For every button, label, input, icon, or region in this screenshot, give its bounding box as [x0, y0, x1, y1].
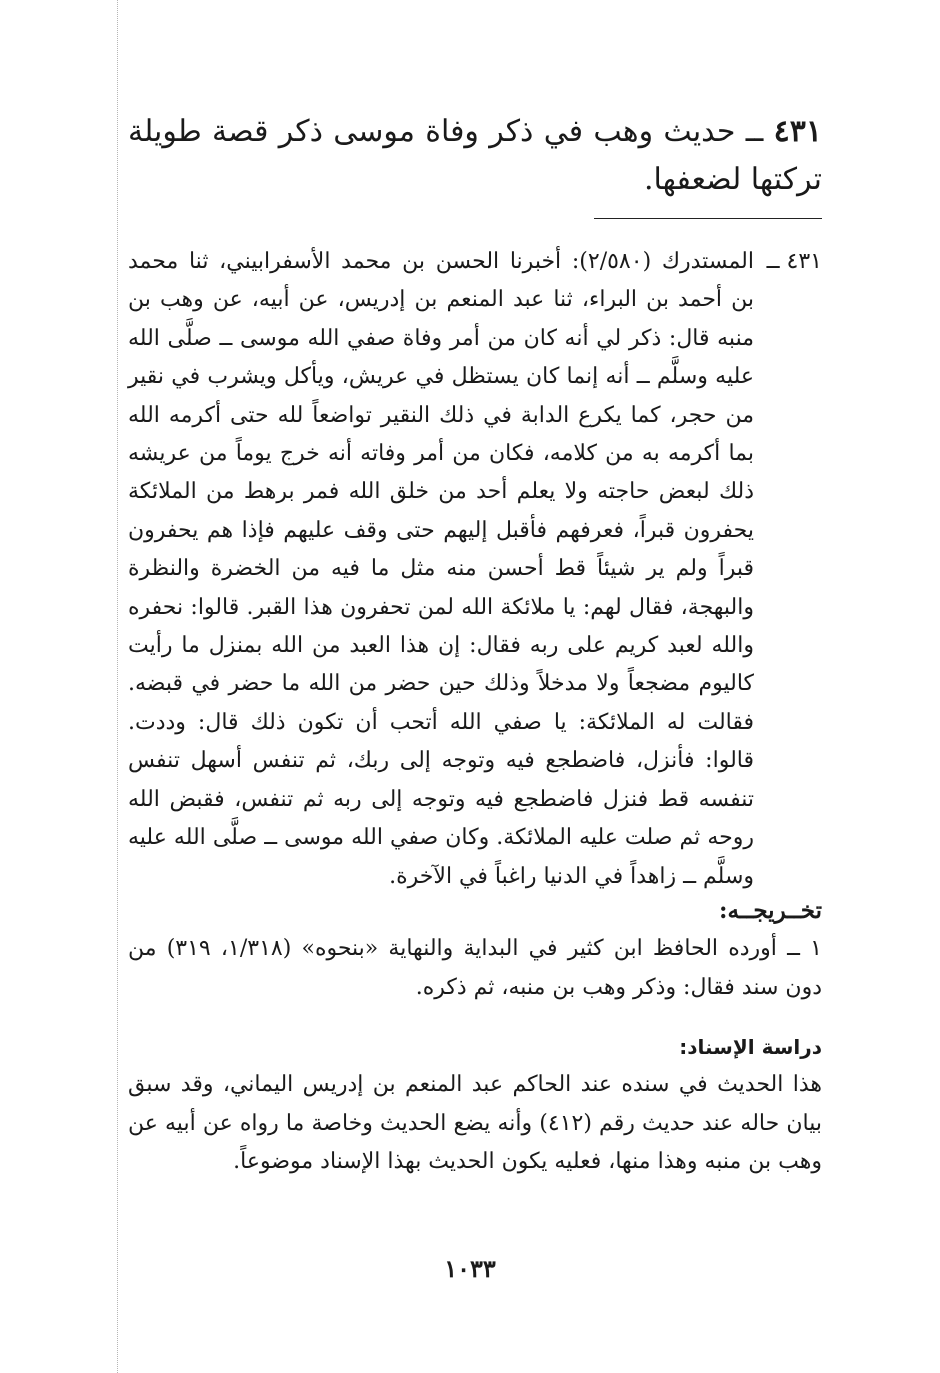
page-number: ١٠٣٣: [444, 1254, 496, 1283]
hadith-number: ٤٣١: [773, 114, 822, 149]
footnote-number: ٤٣١ ــ: [766, 249, 822, 274]
isnad-study-title: دراسة الإسناد:: [679, 1035, 822, 1059]
isnad-study-text: هذا الحديث في سنده عند الحاكم عبد المنعم بن إدريس اليماني، وقد سبق بيان حاله عند حديث رقم (٤١٢) وأنه يضع الحديث وخاصة ما رواه عن أبيه عن وهب بن منبه وهذا منها، فعليه يكون الحديث بهذا الإسناد موضوعاً.: [128, 1072, 822, 1175]
hadith-heading: [128, 108, 822, 204]
footnote-block: [128, 243, 822, 896]
takhrij-title: تخــريجــه:: [719, 897, 822, 924]
takhrij-section: [128, 892, 822, 1007]
takhrij-text: ١ ــ أورده الحافظ ابن كثير في البداية والنهاية «بنحوه» (١/٣١٨، ٣١٩) من دون سند فقال: وذكر وهب بن منبه، ثم ذكره.: [128, 936, 822, 1000]
isnad-study-section: [128, 1028, 822, 1182]
binding-guide-line: [117, 0, 118, 1373]
hadith-heading-text: ــ حديث وهب في ذكر وفاة موسى ذكر قصة طويلة تركتها لضعفها.: [128, 114, 822, 197]
footnote-text: المستدرك (٢/٥٨٠): أخبرنا الحسن بن محمد الأسفرابيني، ثنا محمد بن أحمد بن البراء، ثنا عبد المنعم بن إدريس، عن أبيه، عن وهب بن منبه قال: ذكر لي أنه كان من أمر وفاة صفي الله موسى ــ صلَّى الله عليه وسلَّم ــ أنه إنما كان يستظل في عريش، ويأكل ويشرب في نقير من حجر، كما يكرع الدابة في ذلك النقير تواضعاً لله حتى أكرمه الله بما أكرمه به من كلامه، فكان من أمر وفاته أنه خرج يوماً من عريشه ذلك لبعض حاجته ولا يعلم أحد من خلق الله فمر برهط من الملائكة يحفرون قبراً، فعرفهم فأقبل إليهم حتى وقف عليهم فإذا هم يحفرون قبراً ولم ير شيئاً قط أحسن منه مثل ما فيه من الخضرة والنظرة والبهجة، فقال لهم: يا ملائكة الله لمن تحفرون هذا القبر. قالوا: نحفره والله لعبد كريم على ربه فقال: إن هذا العبد من الله بمنزل ما رأيت كاليوم مضجعاً ولا مدخلاً وذلك حين حضر من الله ما حضر في قبضه. فقالت له الملائكة: يا صفي الله أتحب أن تكون ذلك قال: وددت. قالوا: فأنزل، فاضطجع فيه وتوجه إلى ربك، ثم تنفس أسهل تنفس تنفسه قط فنزل فاضطجع فيه وتوجه إلى ربه ثم تنفس، فقبض الله روحه ثم صلت عليه الملائكة. وكان صفي الله موسى ــ صلَّى الله عليه وسلَّم ــ زاهداً في الدنيا راغباً في الآخرة.: [128, 249, 754, 889]
footnote-separator: [594, 218, 822, 219]
